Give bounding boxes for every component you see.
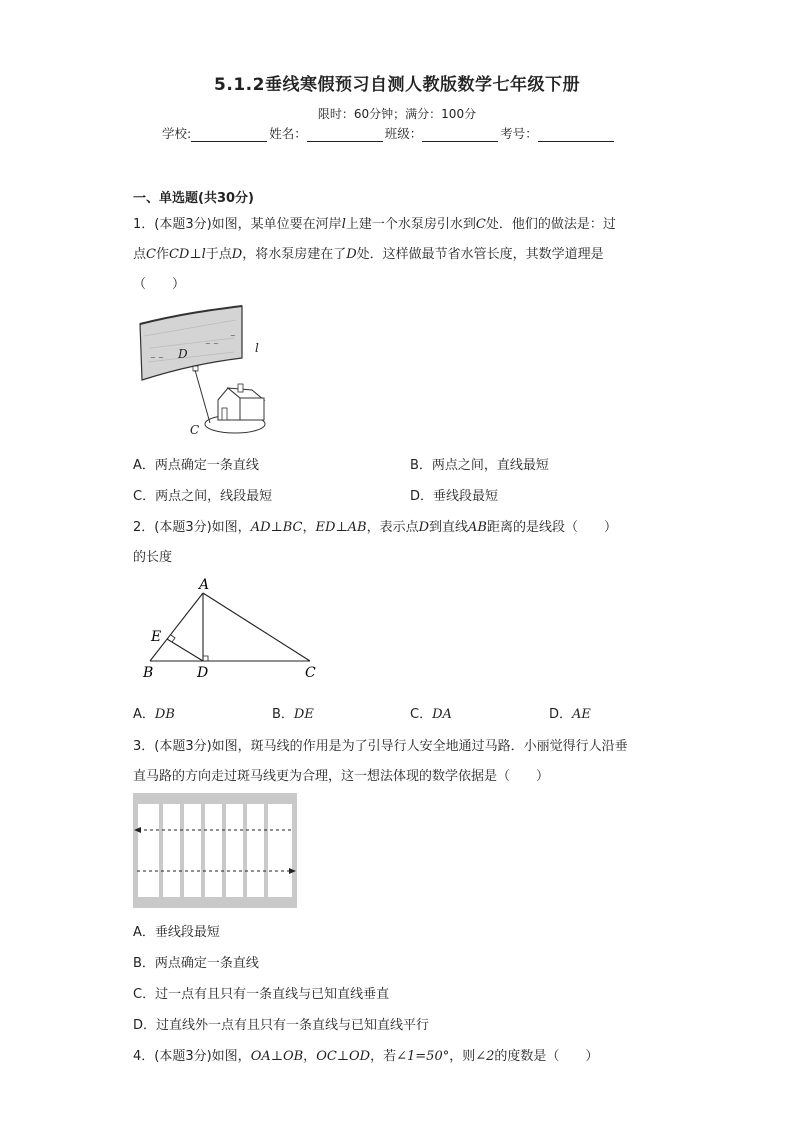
class-label: 班级： bbox=[384, 126, 423, 141]
q3-line-1: 3．(本题3分)如图，斑马线的作用是为了引导行人安全地通过马路．小丽觉得行人沿垂 bbox=[133, 739, 628, 754]
q2-option-c[interactable]: C．DA bbox=[410, 707, 452, 722]
label-B: B bbox=[143, 665, 154, 681]
label-l: l bbox=[255, 341, 259, 355]
exam-no-field[interactable] bbox=[538, 127, 614, 142]
q3-crosswalk-figure bbox=[133, 793, 297, 908]
svg-text:~: ~ bbox=[230, 332, 236, 340]
label-C: C bbox=[190, 423, 200, 437]
q4-line-1: 4．(本题3分)如图，OA⊥OB，OC⊥OD，若∠1=50°，则∠2的度数是（ ） bbox=[133, 1049, 599, 1064]
q2-option-a[interactable]: A．DB bbox=[133, 707, 175, 722]
q3-option-b[interactable]: B．两点确定一条直线 bbox=[133, 956, 259, 971]
q1-option-c[interactable]: C．两点之间，线段最短 bbox=[133, 489, 273, 504]
svg-text:~ ~: ~ ~ bbox=[205, 340, 219, 348]
label-C: C bbox=[305, 665, 316, 681]
name-field[interactable] bbox=[307, 127, 383, 142]
q3-option-c[interactable]: C．过一点有且只有一条直线与已知直线垂直 bbox=[133, 987, 390, 1002]
label-A: A bbox=[199, 577, 210, 593]
q1-river-figure bbox=[130, 300, 280, 440]
school-label: 学校: bbox=[162, 126, 192, 141]
school-field[interactable] bbox=[191, 127, 267, 142]
q3-option-a[interactable]: A．垂线段最短 bbox=[133, 925, 220, 940]
q2-triangle-figure bbox=[135, 573, 335, 683]
q2-option-d[interactable]: D．AE bbox=[549, 707, 591, 722]
class-field[interactable] bbox=[422, 127, 498, 142]
q1-option-d[interactable]: D．垂线段最短 bbox=[410, 489, 499, 504]
svg-text:~ ~: ~ ~ bbox=[150, 354, 164, 362]
q2-option-b[interactable]: B．DE bbox=[272, 707, 314, 722]
label-E: E bbox=[151, 629, 162, 645]
section-title: 一、单选题(共30分) bbox=[133, 191, 254, 206]
label-D: D bbox=[197, 665, 209, 681]
q1-option-a[interactable]: A．两点确定一条直线 bbox=[133, 458, 259, 473]
name-label: 姓名： bbox=[269, 126, 307, 141]
q2-line-1: 2．(本题3分)如图，AD⊥BC，ED⊥AB，表示点D到直线AB距离的是线段（ ） bbox=[133, 520, 618, 535]
page-title: 5.1.2垂线寒假预习自测人教版数学七年级下册 bbox=[214, 75, 580, 95]
q1-line-2: 点C作CD⊥l于点D，将水泵房建在了D处．这样做最节省水管长度，其数学道理是 bbox=[133, 247, 604, 262]
q1-line-3: （ ） bbox=[133, 277, 186, 292]
q1-line-1: 1．(本题3分)如图，某单位要在河岸l上建一个水泵房引水到C处．他们的做法是：过 bbox=[133, 217, 616, 232]
q3-line-2: 直马路的方向走过斑马线更为合理，这一想法体现的数学依据是（ ） bbox=[133, 769, 550, 784]
student-info-fields bbox=[162, 124, 616, 142]
time-score-info: 限时：60分钟；满分：100分 bbox=[317, 107, 477, 121]
q3-option-d[interactable]: D．过直线外一点有且只有一条直线与已知直线平行 bbox=[133, 1018, 430, 1033]
q2-line-2: 的长度 bbox=[133, 550, 173, 565]
label-D: D bbox=[178, 347, 188, 361]
q1-option-b[interactable]: B．两点之间，直线最短 bbox=[410, 458, 549, 473]
exam-no-label: 考号： bbox=[500, 126, 538, 141]
